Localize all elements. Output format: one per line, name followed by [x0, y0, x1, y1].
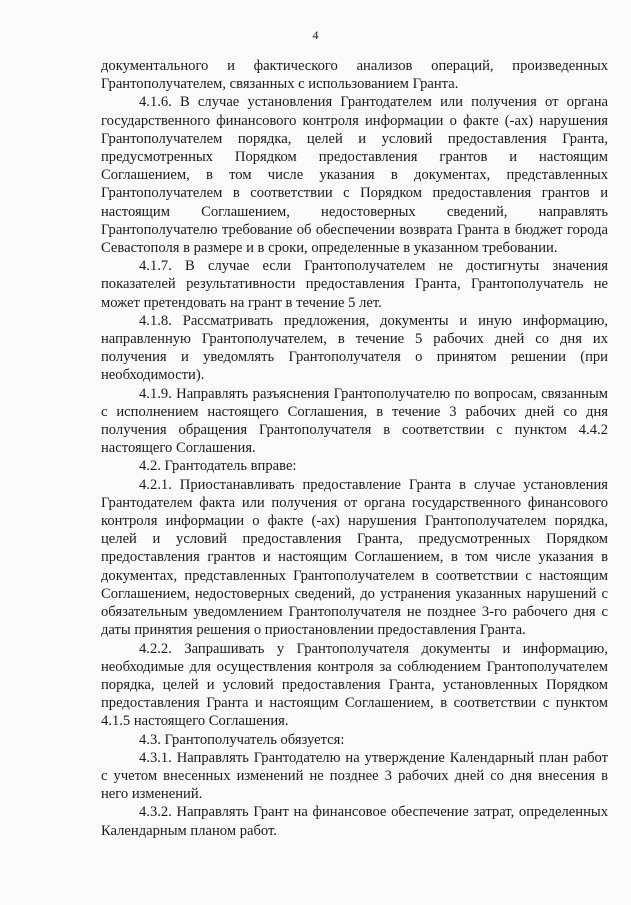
- paragraph-4-3-1: 4.3.1. Направлять Грантодателю на утверждение Календарный план работ с учетом внесенных изменений не позднее 3 рабочих дней со дня внесения в него изменений.: [101, 749, 608, 803]
- page-number: 4: [312, 28, 319, 42]
- paragraph-4-1-9: 4.1.9. Направлять разъяснения Грантополучателю по вопросам, связанным с исполнением настоящего Соглашения, в течение 3 рабочих дней со дня получения обращения Грантополучателя в соответствии с пунктом 4.4.2 настоящего Соглашения.: [101, 385, 608, 457]
- paragraph-continuation: документального и фактического анализов операций, произведенных Грантополучателем, связанных с использованием Гранта.: [101, 58, 608, 93]
- paragraph-4-2-1: 4.2.1. Приостанавливать предоставление Гранта в случае установления Грантодателем факта или получения от органа государственного финансового контроля информации о факте (-ах) нарушения Грантополучателем порядка, целей и условий предоставления Гранта, предусмотренных Порядком предоставления грантов и настоящим Соглашением, в том числе указания в документах, представленных Грантополучателем в соответствии с настоящим Соглашением, недостоверных сведений, до устранения указанных нарушений с обязательным уведомлением Грантополучателя не позднее 3-го рабочего дня с даты принятия решения о приостановлении предоставления Гранта.: [101, 476, 608, 639]
- paragraph-4-2-2: 4.2.2. Запрашивать у Грантополучателя документы и информацию, необходимые для осуществления контроля за соблюдением Грантополучателем порядка, целей и условий предоставления Гранта, установленных Порядком предоставления Гранта и настоящим Соглашением, в соответствии с пунктом 4.1.5 настоящего Соглашения.: [101, 640, 608, 730]
- paragraph-4-1-6: 4.1.6. В случае установления Грантодателем или получения от органа государственного финансового контроля информации о факте (-ах) нарушения Грантополучателем порядка, целей и условий предоставления Гранта, предусмотренных Порядком предоставления грантов и настоящим Соглашением, в том числе указания в документах, представленных Грантополучателем в соответствии с Порядком предоставления грантов и настоящим Соглашением, недостоверных сведений, направлять Грантополучателю требование об обеспечении возврата Гранта в бюджет города Севастополя в размере и в сроки, определенные в указанном требовании.: [101, 94, 608, 257]
- section-heading-4-3: 4.3. Грантополучатель обязуется:: [139, 731, 345, 748]
- section-heading-4-2: 4.2. Грантодатель вправе:: [139, 458, 297, 475]
- document-body: [101, 57, 608, 840]
- paragraph-4-1-8: 4.1.8. Рассматривать предложения, документы и иную информацию, направленную Грантополучателем, в течение 5 рабочих дней со дня их получения и уведомлять Грантополучателя о принятом решении (при необходимости).: [101, 312, 608, 384]
- paragraph-4-1-7: 4.1.7. В случае если Грантополучателем не достигнуты значения показателей результативности предоставления Гранта, Грантополучатель не может претендовать на грант в течение 5 лет.: [101, 258, 608, 311]
- paragraph-4-3-2: 4.3.2. Направлять Грант на финансовое обеспечение затрат, определенных Календарным планом работ.: [101, 804, 608, 839]
